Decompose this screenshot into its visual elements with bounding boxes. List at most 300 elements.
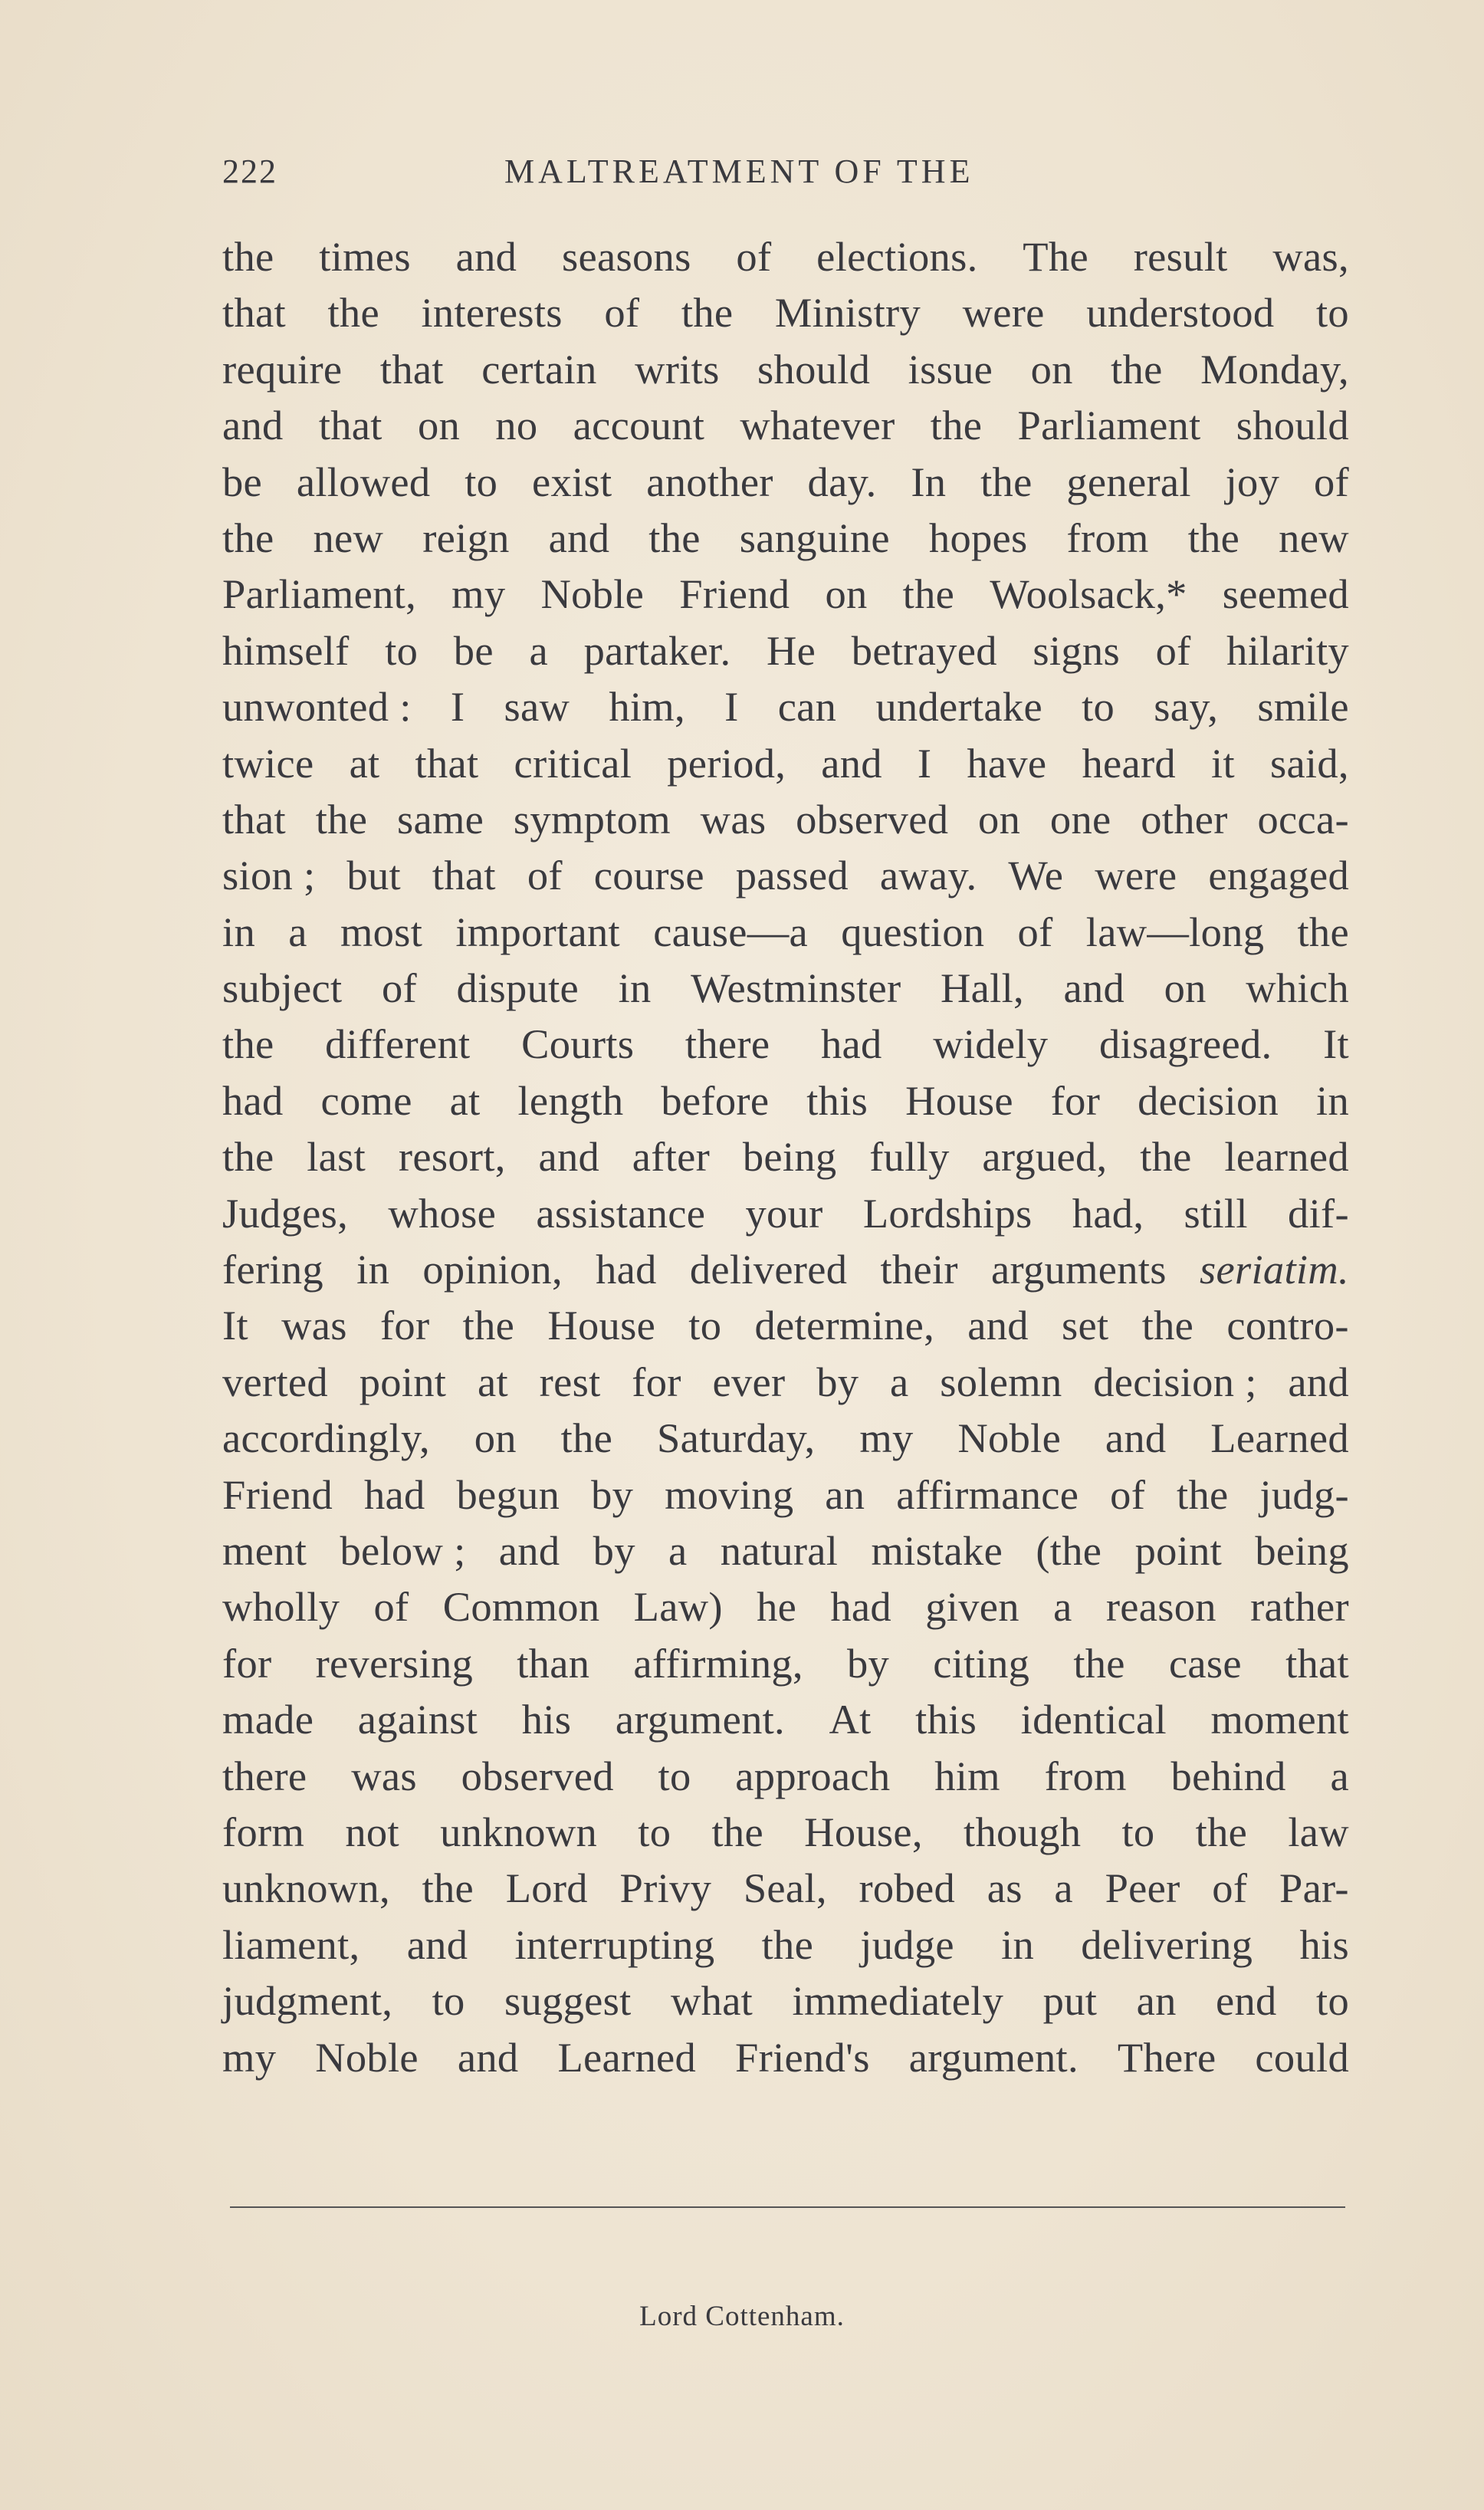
word: whose — [388, 1189, 497, 1237]
word: heard — [1082, 739, 1176, 787]
word: whatever — [740, 402, 895, 449]
word: Noble — [315, 2033, 419, 2081]
word: day. — [807, 458, 877, 505]
word: a — [668, 1526, 688, 1574]
word: for — [632, 1358, 681, 1405]
word: and — [457, 2033, 519, 2081]
word: law — [1288, 1808, 1349, 1855]
text-line — [222, 735, 1349, 791]
word: opinion, — [422, 1246, 563, 1293]
word: unknown, — [222, 1864, 390, 1912]
text-line — [222, 1016, 1349, 1072]
word: identical — [1020, 1696, 1167, 1743]
word: betrayed — [851, 626, 997, 674]
word: writs — [635, 345, 720, 393]
page-number: 222 — [222, 153, 277, 190]
word: important — [455, 908, 620, 955]
word: of — [382, 964, 417, 1012]
word: being — [742, 1133, 837, 1181]
word: The — [1023, 233, 1088, 280]
word: a — [288, 908, 307, 955]
word: my — [859, 1414, 914, 1462]
word: He — [767, 626, 816, 674]
word: judg- — [1259, 1470, 1349, 1518]
running-head — [222, 152, 1042, 198]
word: approach — [735, 1752, 891, 1799]
text-line — [222, 1804, 1349, 1860]
text-line — [222, 847, 1349, 903]
text-line — [222, 510, 1349, 566]
word: the — [648, 514, 701, 561]
word: the — [980, 458, 1033, 505]
word: Lord — [505, 1864, 588, 1912]
word: set — [1062, 1302, 1109, 1349]
word: rest — [539, 1358, 601, 1405]
word: had — [222, 1076, 284, 1124]
word: partaker. — [583, 626, 731, 674]
word: Westminster — [691, 964, 901, 1012]
word: that — [415, 739, 479, 787]
word: behind — [1170, 1752, 1286, 1799]
footnote: Lord Cottenham. — [639, 2301, 845, 2332]
word: seasons — [562, 233, 691, 280]
word: one — [1049, 795, 1111, 843]
word: citing — [933, 1639, 1030, 1687]
word: on — [825, 570, 868, 618]
word: of — [1212, 1864, 1248, 1912]
word: of — [373, 1583, 409, 1631]
word: unknown — [440, 1808, 598, 1855]
word: of — [1110, 1470, 1146, 1518]
word: for — [379, 1302, 430, 1349]
word: on — [474, 1414, 517, 1462]
word: Parliament — [1017, 402, 1201, 449]
word: have — [967, 739, 1047, 787]
word: exist — [532, 458, 612, 505]
word: argument. — [908, 2033, 1079, 2081]
word: same — [396, 795, 484, 843]
word: had, — [1072, 1189, 1144, 1237]
word: arguments — [991, 1246, 1167, 1293]
word: and — [548, 514, 610, 561]
word: had — [830, 1583, 891, 1631]
word: to — [638, 1808, 671, 1855]
word: and — [498, 1526, 560, 1574]
word: his — [521, 1696, 572, 1743]
word: was, — [1272, 233, 1349, 280]
word: had — [820, 1020, 882, 1068]
word: after — [632, 1133, 711, 1181]
word: Seal, — [743, 1864, 827, 1912]
word: say, — [1154, 683, 1219, 731]
word: before — [661, 1076, 770, 1124]
word: for — [1050, 1076, 1101, 1124]
word: the — [422, 1864, 474, 1912]
word: no — [495, 402, 538, 449]
word: decision — [1138, 1076, 1279, 1124]
text-line — [222, 566, 1349, 622]
word: could — [1255, 2033, 1349, 2081]
word: robed — [859, 1864, 956, 1912]
word: can — [777, 683, 837, 731]
text-line — [222, 454, 1349, 510]
word: had — [596, 1246, 657, 1293]
word: the — [222, 514, 274, 561]
word: reason — [1105, 1583, 1216, 1631]
text-line — [222, 678, 1349, 734]
word: saw — [504, 683, 570, 731]
word: Common — [442, 1583, 600, 1631]
text-line — [222, 1241, 1349, 1297]
word: and — [538, 1133, 600, 1181]
word: him — [934, 1752, 1000, 1799]
word: I — [917, 739, 932, 787]
word: given — [925, 1583, 1019, 1631]
word: sion ; — [222, 852, 316, 899]
word: natural — [720, 1526, 839, 1574]
word: to — [1316, 1977, 1349, 2025]
word: Judges, — [222, 1189, 349, 1237]
word: symptom — [513, 795, 671, 843]
word: course — [593, 852, 704, 899]
word: solemn — [940, 1358, 1062, 1405]
word: Friend's — [735, 2033, 870, 2081]
word: occa- — [1257, 795, 1349, 843]
word: was — [351, 1752, 417, 1799]
word: the — [315, 795, 368, 843]
word: against — [357, 1696, 478, 1743]
text-line — [222, 1748, 1349, 1804]
word: Peer — [1105, 1864, 1180, 1912]
word: learned — [1224, 1133, 1349, 1181]
text-line — [222, 791, 1349, 847]
text-line — [222, 1579, 1349, 1634]
word: but — [346, 852, 401, 899]
word: most — [340, 908, 423, 955]
word: at — [349, 739, 380, 787]
word: by — [593, 1526, 635, 1574]
word: suggest — [504, 1977, 632, 2025]
word: judgment, — [222, 1977, 393, 2025]
word: Learned — [1210, 1414, 1349, 1462]
word: Hall, — [941, 964, 1024, 1012]
word: affirming, — [633, 1639, 803, 1687]
word: argued, — [982, 1133, 1108, 1181]
word: the — [930, 402, 983, 449]
word: of — [1313, 458, 1349, 505]
word: understood — [1086, 289, 1275, 337]
word: come — [320, 1076, 412, 1124]
word: that — [1285, 1639, 1349, 1687]
word: ever — [712, 1358, 786, 1405]
text-line — [222, 1635, 1349, 1691]
text-line — [222, 1467, 1349, 1523]
text-line — [222, 623, 1349, 678]
word: period, — [667, 739, 786, 787]
word: begun — [456, 1470, 560, 1518]
word: It — [222, 1302, 248, 1349]
word: immediately — [792, 1977, 1004, 2025]
word: fully — [869, 1133, 950, 1181]
word: the — [902, 570, 955, 618]
text-line — [222, 341, 1349, 397]
word: and — [1288, 1358, 1349, 1405]
word: that — [379, 345, 444, 393]
word: question — [841, 908, 985, 955]
text-line — [222, 1860, 1349, 1916]
word: There — [1117, 2033, 1216, 2081]
word: allowed — [296, 458, 431, 505]
word: to — [432, 1977, 465, 2025]
word: House — [547, 1302, 656, 1349]
word: to — [688, 1302, 722, 1349]
word: delivering — [1081, 1920, 1253, 1968]
word: the — [560, 1414, 613, 1462]
word: than — [517, 1639, 590, 1687]
word: of — [1017, 908, 1053, 955]
word: Noble — [540, 570, 645, 618]
word: away. — [879, 852, 977, 899]
word: unwonted : — [222, 683, 412, 731]
word: cause—a — [653, 908, 809, 955]
word: by — [591, 1470, 634, 1518]
word: subject — [222, 964, 343, 1012]
word: there — [685, 1020, 770, 1068]
word: last — [307, 1133, 366, 1181]
word: Law) — [633, 1583, 723, 1631]
word: dispute — [456, 964, 579, 1012]
word: my — [222, 2033, 277, 2081]
word: rather — [1250, 1583, 1349, 1631]
word: I — [450, 683, 465, 731]
text-line — [222, 1410, 1349, 1466]
word: were — [1095, 852, 1177, 899]
word: the — [1187, 514, 1240, 561]
word: be — [222, 458, 263, 505]
word: reversing — [315, 1639, 474, 1687]
word: point — [359, 1358, 447, 1405]
word: in — [222, 908, 255, 955]
word: length — [517, 1076, 624, 1124]
word: the — [1297, 908, 1349, 955]
word: in — [1316, 1076, 1349, 1124]
word: on — [417, 402, 461, 449]
word: form — [222, 1808, 305, 1855]
word: of — [1155, 626, 1191, 674]
word: moving — [665, 1470, 794, 1518]
word: another — [646, 458, 773, 505]
word: House, — [804, 1808, 923, 1855]
word: resort, — [398, 1133, 506, 1181]
word: affirmance — [896, 1470, 1079, 1518]
word: a — [890, 1358, 909, 1405]
word: smile — [1257, 683, 1349, 731]
text-line — [222, 2029, 1349, 2085]
word: sanguine — [739, 514, 890, 561]
word: determine, — [754, 1302, 935, 1349]
word: being — [1255, 1526, 1349, 1574]
word: Parliament, — [222, 570, 417, 618]
word: require — [222, 345, 343, 393]
word: had — [363, 1470, 425, 1518]
word: hilarity — [1226, 626, 1349, 674]
word: the — [222, 1020, 274, 1068]
word: dif- — [1288, 1189, 1349, 1237]
word: assistance — [536, 1189, 706, 1237]
word: Friend — [679, 570, 790, 618]
word: delivered — [689, 1246, 848, 1293]
word: to — [1121, 1808, 1155, 1855]
word: that — [222, 795, 286, 843]
word: wholly — [222, 1583, 340, 1631]
word: signs — [1033, 626, 1120, 674]
word: be — [453, 626, 494, 674]
word: which — [1246, 964, 1349, 1012]
word: for — [222, 1639, 272, 1687]
word: his — [1299, 1920, 1349, 1968]
word: a — [1330, 1752, 1349, 1799]
word: twice — [222, 739, 314, 787]
word: a — [1054, 1864, 1073, 1912]
word: below ; — [340, 1526, 466, 1574]
running-title: MALTREATMENT OF THE — [504, 153, 974, 190]
word: that — [318, 402, 382, 449]
word: of — [604, 289, 640, 337]
word: made — [222, 1696, 314, 1743]
word: was — [700, 795, 767, 843]
word: and — [967, 1302, 1029, 1349]
word: was — [281, 1302, 347, 1349]
word: verted — [222, 1358, 328, 1405]
word: observed — [461, 1752, 614, 1799]
word: that — [222, 289, 286, 337]
word: were — [962, 289, 1045, 337]
word: issue — [908, 345, 993, 393]
word: on — [1030, 345, 1073, 393]
word: he — [757, 1583, 797, 1631]
word: fering — [222, 1246, 323, 1293]
word: Woolsack,* — [990, 570, 1187, 618]
word: by — [816, 1358, 859, 1405]
word: and — [406, 1920, 468, 1968]
word: Saturday, — [656, 1414, 816, 1462]
word: It — [1323, 1020, 1349, 1068]
word: of — [527, 852, 563, 899]
word: at — [478, 1358, 508, 1405]
word: In — [911, 458, 947, 505]
text-line — [222, 397, 1349, 453]
word: new — [1279, 514, 1349, 561]
text-line — [222, 1354, 1349, 1410]
word: on — [1164, 964, 1207, 1012]
text-line — [222, 1523, 1349, 1579]
word: as — [987, 1864, 1023, 1912]
word: the — [1177, 1470, 1229, 1518]
word: critical — [514, 739, 632, 787]
word: to — [385, 626, 419, 674]
word: their — [880, 1246, 958, 1293]
word: contro- — [1226, 1302, 1349, 1349]
word: the — [327, 289, 379, 337]
word: not — [345, 1808, 399, 1855]
word: engaged — [1208, 852, 1349, 899]
word: liament, — [222, 1920, 360, 1968]
word: law—long — [1085, 908, 1265, 955]
word: this — [915, 1696, 977, 1743]
word: at — [449, 1076, 481, 1124]
text-line — [222, 1917, 1349, 1973]
text-line — [222, 1691, 1349, 1747]
word: your — [745, 1189, 823, 1237]
word: the — [1111, 345, 1163, 393]
word: decision ; — [1093, 1358, 1257, 1405]
word: this — [806, 1076, 868, 1124]
word: in — [356, 1246, 390, 1293]
word: At — [829, 1696, 872, 1743]
word: the — [462, 1302, 515, 1349]
text-line — [222, 284, 1349, 340]
word: mistake — [871, 1526, 1003, 1574]
text-line — [222, 1297, 1349, 1353]
word: and — [455, 233, 517, 280]
word: Monday, — [1200, 345, 1349, 393]
word: House — [905, 1076, 1013, 1124]
word: and — [1105, 1414, 1167, 1462]
word: Friend — [222, 1470, 333, 1518]
word: to — [1082, 683, 1115, 731]
word: the — [1140, 1133, 1192, 1181]
word: of — [736, 233, 772, 280]
text-line — [222, 1185, 1349, 1241]
word: seriatim. — [1199, 1246, 1349, 1293]
word: though — [964, 1808, 1082, 1855]
word: an — [825, 1470, 865, 1518]
word: from — [1066, 514, 1149, 561]
word: the — [222, 233, 274, 280]
word: the — [222, 1133, 274, 1181]
word: to — [465, 458, 498, 505]
word: end — [1216, 1977, 1277, 2025]
word: still — [1184, 1189, 1248, 1237]
word: result — [1133, 233, 1228, 280]
word: it — [1211, 739, 1235, 787]
word: judge — [860, 1920, 954, 1968]
word: Noble — [957, 1414, 1062, 1462]
word: should — [1236, 402, 1349, 449]
text-line — [222, 228, 1349, 284]
word: the — [1195, 1808, 1248, 1855]
word: observed — [796, 795, 949, 843]
word: case — [1168, 1639, 1242, 1687]
word: and — [222, 402, 284, 449]
word: Privy — [619, 1864, 712, 1912]
word: a — [529, 626, 548, 674]
word: Courts — [521, 1020, 635, 1068]
word: other — [1141, 795, 1228, 843]
word: the — [681, 289, 734, 337]
word: the — [711, 1808, 763, 1855]
word: said, — [1269, 739, 1349, 787]
word: what — [670, 1977, 753, 2025]
word: and — [821, 739, 882, 787]
word: a — [1053, 1583, 1072, 1631]
word: We — [1008, 852, 1064, 899]
word: to — [658, 1752, 691, 1799]
word: interrupting — [514, 1920, 715, 1968]
word: (the — [1036, 1526, 1102, 1574]
text-line — [222, 1129, 1349, 1184]
word: ment — [222, 1526, 307, 1574]
